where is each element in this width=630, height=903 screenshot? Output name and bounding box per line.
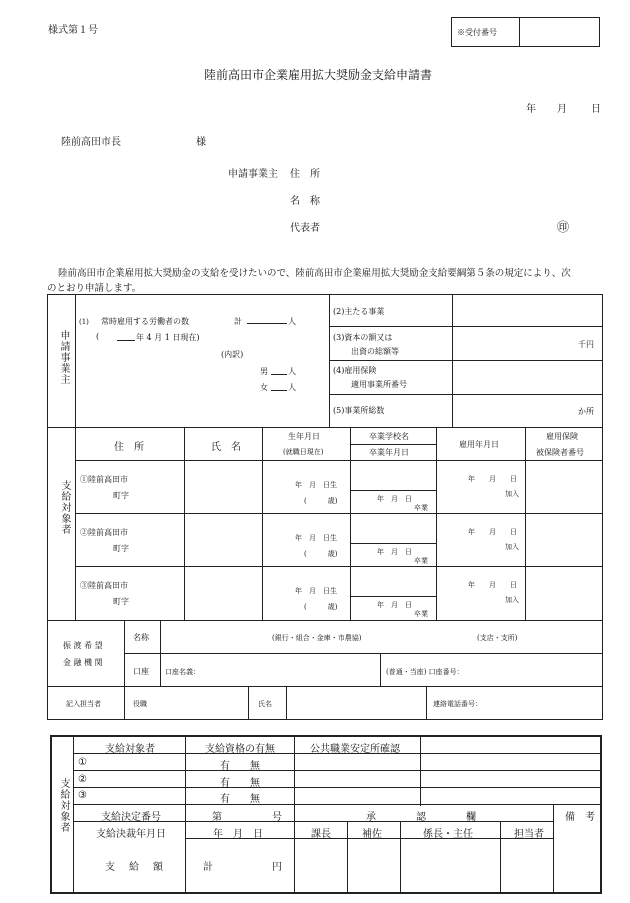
row2-town: 町字	[113, 544, 129, 553]
date-day: 日	[591, 104, 601, 115]
applicant-label: 申請事業主	[228, 169, 278, 180]
header-school-2: 卒業年月日	[369, 448, 409, 457]
document-title: 陸前高田市企業雇用拡大奨励金支給申請書	[204, 68, 433, 82]
row-2-no: 無	[250, 778, 260, 789]
amount-yen: 円	[272, 862, 282, 873]
header-ins-2: 被保険者番号	[536, 448, 584, 457]
header-school-1: 卒業学校名	[369, 432, 409, 441]
row-3-yes: 有	[220, 794, 230, 805]
addressee-honorific: 様	[196, 137, 206, 148]
capital-label-2: 出資の総額等	[351, 347, 399, 356]
row2-age: ( 歳)	[304, 550, 338, 558]
header-ins-1: 雇用保険	[546, 432, 578, 441]
bank-label-1: 振 渡 希 望	[63, 641, 103, 650]
header-hire-date: 雇用年月日	[459, 440, 499, 449]
row1-grad-note: 卒業	[414, 504, 428, 512]
row3-hire: 年 月 日	[468, 581, 517, 589]
row1-address: ①陸前高田市	[80, 475, 128, 484]
row1-grad: 年 月 日	[377, 495, 412, 503]
staff-chief-label: 係長・主任	[423, 829, 473, 840]
row-3-no: 無	[250, 794, 260, 805]
capital-label-1: (3)資本の額又は	[333, 333, 393, 342]
contact-post-label: 役職	[133, 700, 147, 708]
h-eligibility: 支給資格の有無	[205, 744, 275, 755]
insurance-label-1: (4)雇用保険	[333, 366, 377, 375]
row3-grad-note: 卒業	[414, 610, 428, 618]
contact-name-label: 氏名	[258, 700, 272, 708]
row-2-number: ②	[78, 774, 87, 785]
decision-number-label: 支給決定番号	[101, 812, 161, 823]
workers-total-label: 計	[234, 317, 242, 326]
contact-phone-label: 連絡電話番号：	[433, 700, 482, 708]
row-2-yes: 有	[220, 778, 230, 789]
header-address: 住 所	[114, 442, 144, 453]
contact-person-label: 記入担当者	[66, 700, 101, 708]
row-1-number: ①	[78, 757, 87, 768]
account-type-label: (普通・当座) 口座番号：	[386, 668, 464, 676]
offices-label: (5)事業所総数	[333, 406, 385, 415]
row3-town: 町字	[113, 597, 129, 606]
account-label: 口座	[133, 667, 149, 676]
capital-unit: 千円	[578, 340, 594, 349]
row1-age: ( 歳)	[304, 497, 338, 505]
bank-name-label: 名称	[133, 633, 149, 642]
applicant-address-label: 住 所	[290, 169, 320, 180]
row1-hire: 年 月 日	[468, 475, 517, 483]
amount-label: 支 給 額	[105, 862, 165, 873]
row1-dob: 年 月 日生	[295, 481, 337, 489]
row2-hire-note: 加入	[505, 543, 519, 551]
section1-side-label: 申請事業主	[58, 330, 69, 385]
row-1-no: 無	[250, 761, 260, 772]
approval-heading: 承 認 欄	[366, 812, 476, 823]
row3-dob: 年 月 日生	[295, 587, 337, 595]
row2-hire: 年 月 日	[468, 528, 517, 536]
h-confirmation: 公共職業安定所確認	[310, 744, 400, 755]
offices-unit: か所	[578, 407, 594, 416]
bank-types: (銀行・組合・金庫・市農協)	[272, 634, 362, 642]
section2-side-label: 支給対象者	[59, 480, 70, 535]
as-of-date: 年 4 月 1 日現在)	[136, 333, 200, 342]
amount-total-label: 計	[203, 862, 213, 873]
h-target: 支給対象者	[105, 744, 155, 755]
remarks-heading: 備 考	[565, 812, 595, 823]
breakdown-label: (内訳)	[221, 350, 244, 359]
date-month: 月	[557, 104, 567, 115]
intro-line-1: 陸前高田市企業雇用拡大奨励金の支給を受けたいので、陸前高田市企業雇用拡大奨励金支給要綱第５条の規定により、次	[58, 268, 571, 279]
row3-age: ( 歳)	[304, 603, 338, 611]
decision-date-label: 支給決裁年月日	[96, 829, 166, 840]
row3-hire-note: 加入	[505, 596, 519, 604]
insurance-label-2: 適用事業所番号	[351, 380, 407, 389]
row1-town: 町字	[113, 491, 129, 500]
row1-hire-note: 加入	[505, 490, 519, 498]
section3-side-label: 支給対象者	[58, 778, 69, 833]
intro-line-2: のとおり申請します。	[47, 283, 142, 294]
as-of-open-paren: (	[96, 332, 100, 341]
bank-label-2: 金 融 機 関	[63, 658, 103, 667]
applicant-rep-label: 代表者	[290, 223, 320, 234]
decision-date-value: 年 月 日	[213, 829, 263, 840]
female-label: 女	[260, 383, 268, 392]
date-year: 年	[526, 104, 536, 115]
workers-label: 常時雇用する労働者の数	[101, 317, 189, 326]
male-label: 男	[260, 367, 268, 376]
application-table	[47, 294, 603, 720]
account-name-label: 口座名義：	[165, 668, 200, 676]
row2-address: ②陸前高田市	[80, 528, 128, 537]
receipt-number-label: ※受付番号	[457, 28, 497, 37]
row3-grad: 年 月 日	[377, 601, 412, 609]
row3-address: ③陸前高田市	[80, 581, 128, 590]
female-unit: 人	[288, 383, 296, 392]
row-1-yes: 有	[220, 761, 230, 772]
bank-branch: (支店・支所)	[477, 634, 518, 642]
chief-label: 課長	[311, 829, 331, 840]
header-name: 氏 名	[211, 442, 241, 453]
row-3-number: ③	[78, 790, 87, 801]
workers-number: (1)	[79, 318, 89, 326]
applicant-name-label: 名 称	[290, 196, 320, 207]
seal-mark: ㊞	[557, 220, 570, 234]
header-dob-2: (就職日現在)	[283, 448, 324, 456]
header-dob-1: 生年月日	[288, 432, 320, 441]
main-business-label: (2)主たる事業	[333, 307, 385, 316]
row2-grad-note: 卒業	[414, 557, 428, 565]
decision-number-dai: 第	[212, 812, 222, 823]
row2-grad: 年 月 日	[377, 548, 412, 556]
decision-number-go: 号	[272, 812, 282, 823]
row2-dob: 年 月 日生	[295, 534, 337, 542]
deputy-label: 補佐	[362, 829, 382, 840]
male-unit: 人	[288, 367, 296, 376]
addressee-name: 陸前高田市長	[61, 137, 121, 148]
workers-total-unit: 人	[288, 317, 296, 326]
in-charge-label: 担当者	[514, 829, 544, 840]
form-number: 様式第１号	[48, 25, 98, 36]
